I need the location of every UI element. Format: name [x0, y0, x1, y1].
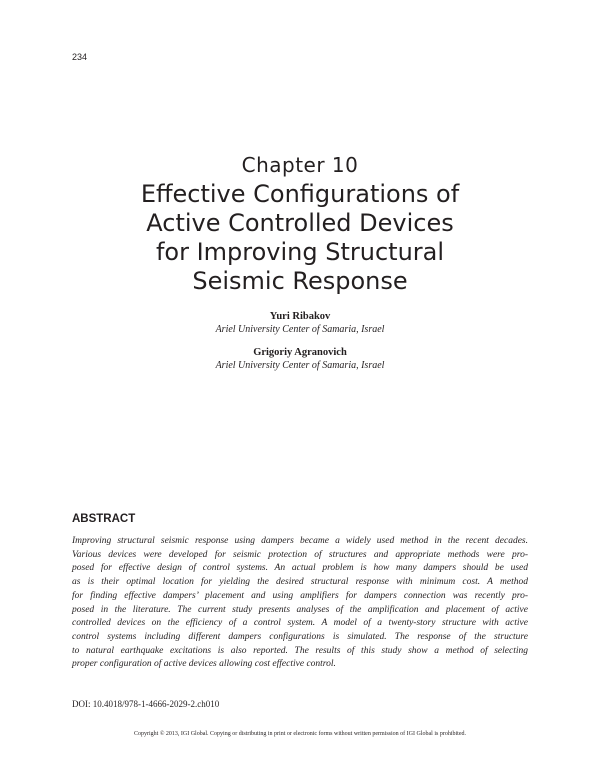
abstract-line: posed in the literature. The current study presents analyses of the amplification and placement of active — [72, 604, 528, 615]
author-block — [0, 310, 600, 336]
abstract-line: for finding effective dampers’ placement and using amplifiers for dampers connection was recently pro- — [72, 590, 528, 601]
abstract-line: to natural earthquake excitations is also reported. The results of this study show a method of selecting — [72, 645, 528, 656]
chapter-title — [60, 180, 540, 296]
abstract-line: control systems including different dampers configurations is simulated. The response of the structure — [72, 631, 528, 642]
abstract-line: Various devices were developed for seismic protection of structures and appropriate methods were pro- — [72, 549, 528, 560]
chapter-title-line: for Improving Structural — [155, 238, 445, 266]
author-affiliation: Ariel University Center of Samaria, Israel — [215, 360, 385, 371]
author-affiliation: Ariel University Center of Samaria, Israel — [215, 324, 385, 335]
author-block — [0, 346, 600, 372]
author-name: Grigoriy Agranovich — [253, 347, 347, 358]
abstract-line: Improving structural seismic response using dampers became a widely used method in the recent decades. — [72, 536, 528, 546]
abstract-line: proper configuration of active devices allowing cost effective control. — [72, 659, 336, 670]
page-number: 234 — [72, 52, 88, 62]
abstract-line: as is their optimal location for yielding the desired structural response with minimum cost. A method — [72, 577, 528, 588]
abstract-text — [72, 535, 528, 672]
chapter-label: Chapter 10 — [241, 153, 359, 177]
doi-text: DOI: 10.4018/978-1-4666-2029-2.ch010 — [72, 699, 220, 709]
chapter-title-line: Seismic Response — [192, 267, 408, 295]
chapter-title-line: Active Controlled Devices — [146, 209, 454, 237]
abstract-heading: ABSTRACT — [72, 513, 136, 525]
chapter-title-line: Effective Configurations of — [140, 180, 460, 208]
abstract-line: posed for effective design of control systems. An actual problem is how many dampers should be used — [72, 563, 528, 574]
author-name: Yuri Ribakov — [269, 311, 331, 322]
copyright-notice: Copyright © 2013, IGI Global. Copying or distributing in print or electronic forms without written permission of IGI Global is prohibited. — [133, 731, 466, 737]
abstract-line: controlled devices on the efficiency of a control system. A model of a twenty-story structure with active — [72, 618, 528, 629]
